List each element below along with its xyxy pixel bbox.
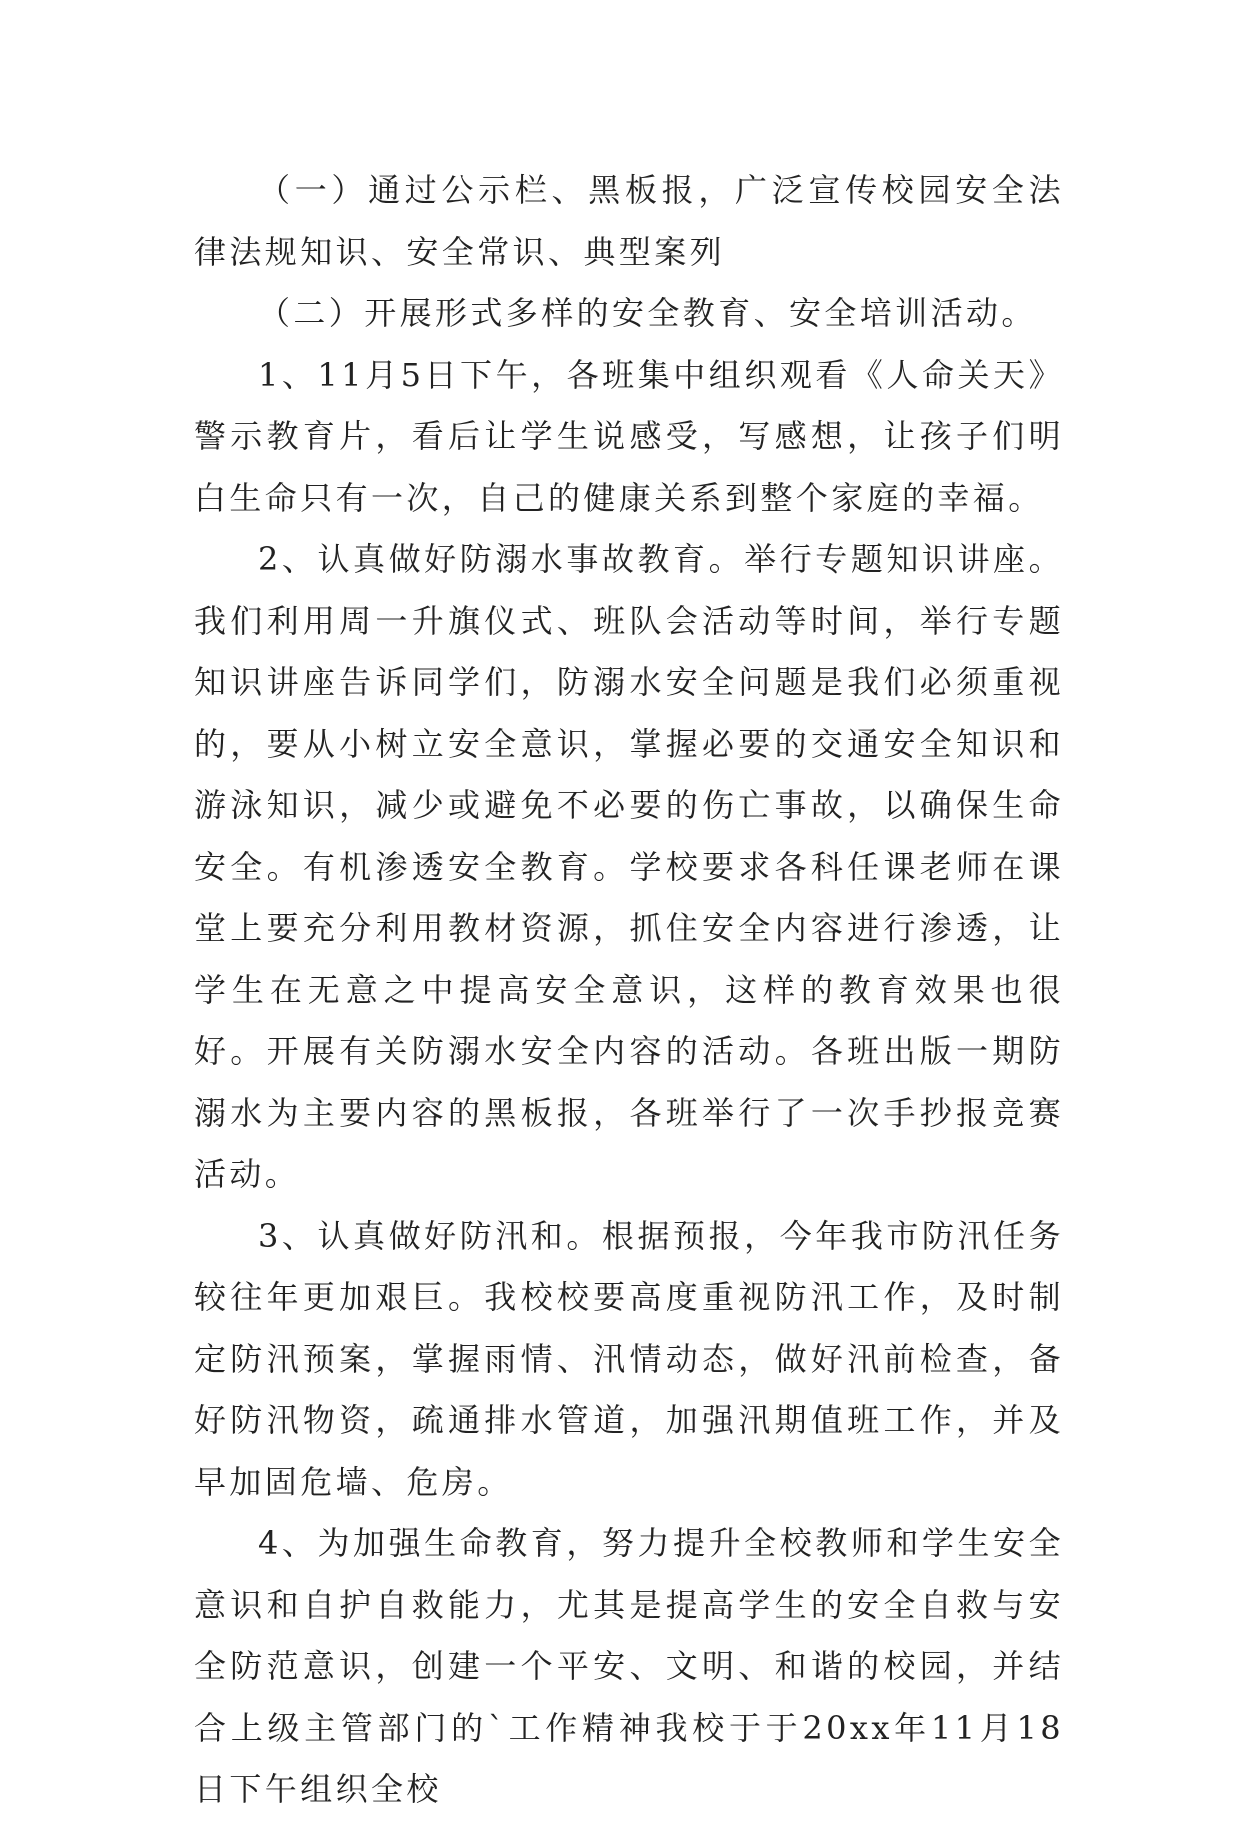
document-body [194, 160, 1064, 1821]
paragraph-5: 3、认真做好防汛和。根据预报，今年我市防汛任务较往年更加艰巨。我校校要高度重视防汛工作，及时制定防汛预案，掌握雨情、汛情动态，做好汛前检查，备好防汛物资，疏通排水管道，加强汛期值班工作，并及早加固危墙、危房。 [194, 1216, 1064, 1501]
paragraph-2: （二）开展形式多样的安全教育、安全培训活动。 [258, 294, 1037, 332]
paragraph-3: 1、11月5日下午，各班集中组织观看《人命关天》警示教育片，看后让学生说感受，写感想，让孩子们明白生命只有一次，自己的健康关系到整个家庭的幸福。 [194, 355, 1064, 517]
paragraph-6: 4、为加强生命教育，努力提升全校教师和学生安全意识和自护自救能力，尤其是提高学生的安全自救与安全防范意识，创建一个平安、文明、和谐的校园，并结合上级主管部门的`工作精神我校于于20xx年11月18日下午组织全校 [194, 1524, 1064, 1808]
paragraph-4: 2、认真做好防溺水事故教育。举行专题知识讲座。我们利用周一升旗仪式、班队会活动等时间，举行专题知识讲座告诉同学们，防溺水安全问题是我们必须重视的，要从小树立安全意识，掌握必要的交通安全知识和游泳知识，减少或避免不必要的伤亡事故，以确保生命安全。有机渗透安全教育。学校要求各科任课老师在课堂上要充分利用教材资源，抓住安全内容进行渗透，让学生在无意之中提高安全意识，这样的教育效果也很好。开展有关防溺水安全内容的活动。各班出版一期防溺水为主要内容的黑板报，各班举行了一次手抄报竞赛活动。 [194, 540, 1064, 1193]
paragraph-1: （一）通过公示栏、黑板报，广泛宣传校园安全法律法规知识、安全常识、典型案列 [194, 171, 1064, 271]
